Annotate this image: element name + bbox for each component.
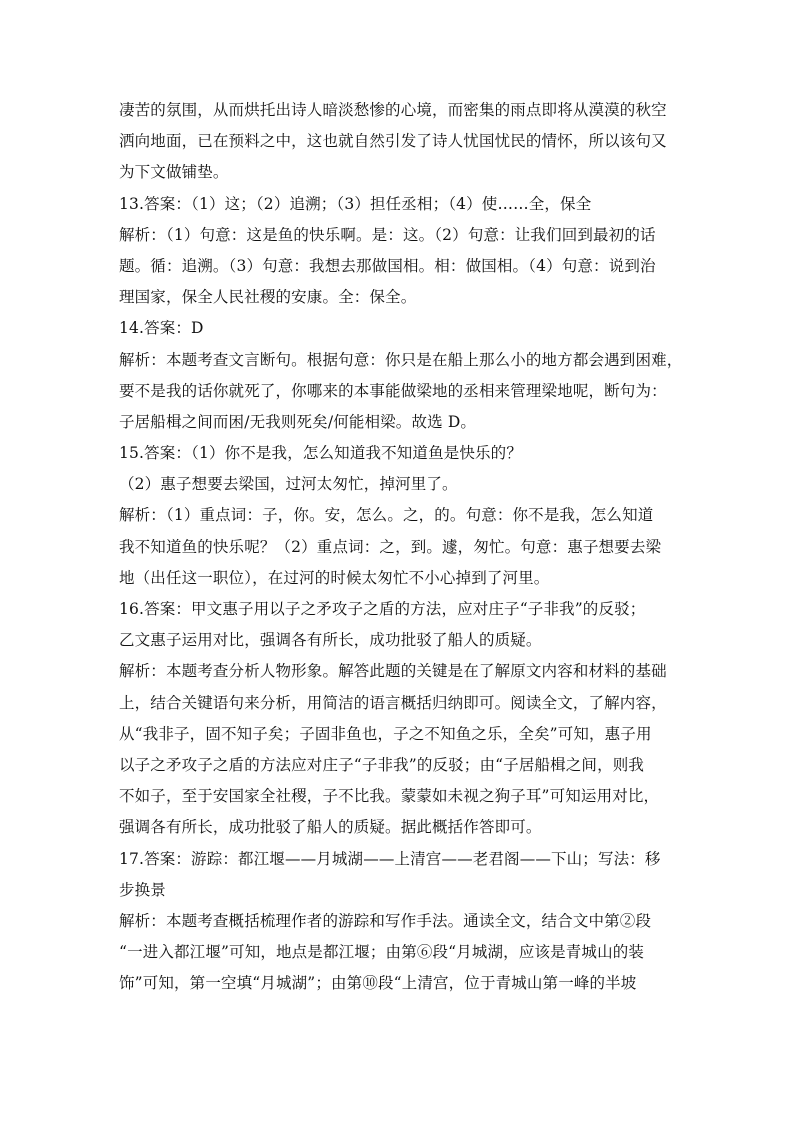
text-line: 不如子，至于安国家全社稷，子不比我。蒙蒙如未视之狗子耳”可知运用对比， (119, 787, 660, 806)
text-line: （2）惠子想要去梁国，过河太匆忙，掉河里了。 (119, 475, 458, 494)
text-line: 为下文做铺垫。 (119, 163, 229, 182)
text-line: 地（出任这一职位），在过河的时候太匆忙不小心掉到了河里。 (119, 568, 550, 587)
text-line: 以子之矛攻子之盾的方法应对庄子“子非我”的反驳；由“子居船楫之间，则我 (119, 755, 645, 774)
text-line: “一进入都江堰”可知，地点是都江堰；由第⑥段“月城湖，应该是青城山的装 (119, 943, 645, 962)
text-line: 理国家，保全人民社稷的安康。全：保全。 (119, 288, 417, 307)
analysis-15-line: 解析：（1）重点词：子，你。安，怎么。之，的。句意：你不是我，怎么知道 (119, 506, 654, 525)
text-line: 题。循：追溯。（3）句意：我想去那做国相。相：做国相。（4）句意：说到治 (119, 256, 656, 275)
analysis-17-line: 解析：本题考查概括梳理作者的游踪和写作手法。通读全文，结合文中第②段 (119, 911, 652, 930)
text-line: 从“我非子，固不知子矣；子固非鱼也，子之不知鱼之乐，全矣”可知，惠子用 (119, 724, 652, 743)
text-line: 凄苦的氛围，从而烘托出诗人暗淡愁惨的心境，而密集的雨点即将从漠漠的秋空 (119, 101, 667, 119)
text-line: 饰”可知，第一空填“月城湖”；由第⑩段“上清宫，位于青城山第一峰的半坡 (119, 974, 637, 993)
analysis-13-line: 解析：（1）句意：这是鱼的快乐啊。是：这。（2）句意：让我们回到最初的话 (119, 225, 656, 244)
analysis-16-line: 解析：本题考查分析人物形象。解答此题的关键是在了解原文内容和材料的基础 (119, 662, 667, 681)
text-line: 乙文惠子运用对比，强调各有所长，成功批驳了船人的质疑。 (119, 631, 542, 650)
text-line: 子居船楫之间而困/无我则死矣/何能相梁。故选 D。 (119, 412, 477, 431)
analysis-14-line: 解析：本题考查文言断句。根据句意：你只是在船上那么小的地方都会遇到困难， (119, 350, 683, 369)
text-line: 要不是我的话你就死了，你哪来的本事能做梁地的丞相来管理梁地呢，断句为： (119, 381, 667, 400)
answer-13-line: 13.答案：（1）这；（2）追溯；（3）担任丞相；（4）使……全，保全 (119, 194, 592, 213)
answer-15-line: 15.答案：（1）你不是我，怎么知道我不知道鱼是快乐的？ (119, 444, 522, 463)
answer-17-line: 17.答案：游踪：都江堰——月城湖——上清宫——老君阁——下山；写法：移 (119, 849, 661, 868)
text-line: 强调各有所长，成功批驳了船人的质疑。据此概括作答即可。 (119, 818, 542, 837)
answer-text-body (119, 95, 689, 999)
text-line: 洒向地面，已在预料之中，这也就自然引发了诗人忧国忧民的情怀，所以该句又 (119, 132, 667, 151)
answer-14-line: 14.答案：D (119, 319, 204, 338)
text-line: 步换景 (119, 880, 166, 899)
answer-16-line: 16.答案：甲文惠子用以子之矛攻子之盾的方法，应对庄子“子非我”的反驳； (119, 600, 646, 618)
text-line: 我不知道鱼的快乐呢？（2）重点词：之，到。遽，匆忙。句意：惠子想要去梁 (119, 537, 662, 556)
text-line: 上，结合关键语句来分析，用简洁的语言概括归纳即可。阅读全文，了解内容， (119, 693, 667, 712)
